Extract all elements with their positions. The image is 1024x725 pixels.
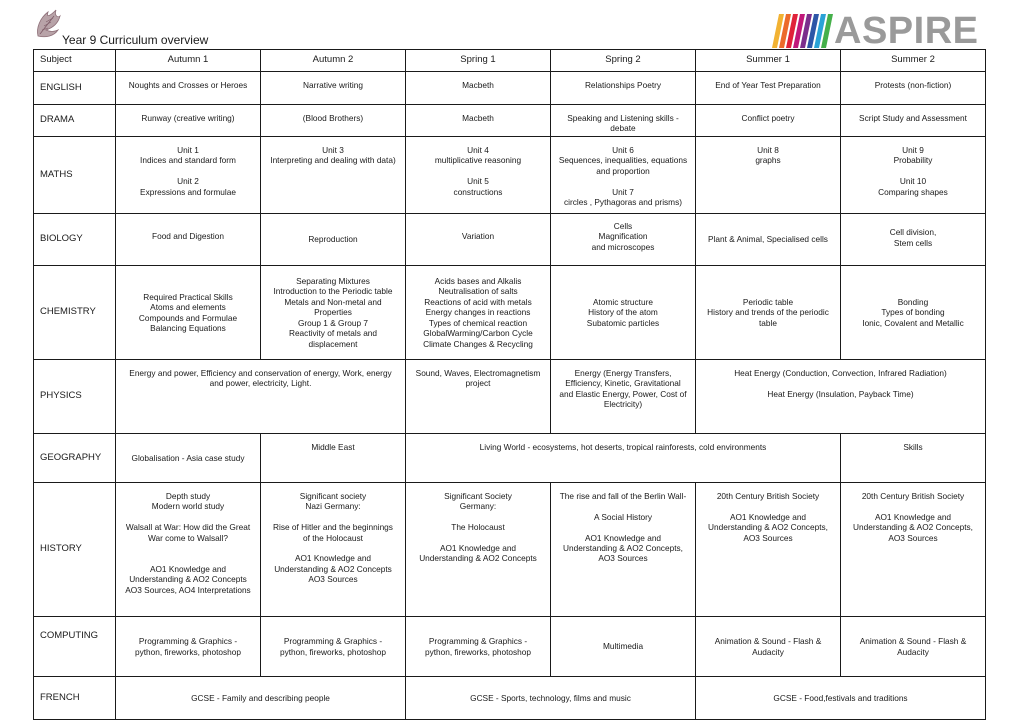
subject-maths: MATHS [34,137,116,214]
cell-french-spring: GCSE - Sports, technology, films and music [406,677,696,720]
page-title: Year 9 Curriculum overview [62,33,209,47]
curriculum-table [33,49,986,720]
row-physics [34,360,986,434]
cell-history-autumn-1: Depth study Modern world study Walsall at War: How did the Great War come to Walsall? AO1 Knowledge and Understanding & AO2 Concepts AO3 Sources, AO4 Interpretations [116,483,261,617]
row-geography [34,434,986,483]
cell-french-summer: GCSE - Food,festivals and traditions [696,677,986,720]
cell-geography-summer-2: Skills [841,434,986,483]
cell-chemistry-summer-2: Bonding Types of bonding Ionic, Covalent and Metallic [841,266,986,360]
cell-geography-autumn-2: Middle East [261,434,406,483]
cell-chemistry-autumn-2: Separating Mixtures Introduction to the Periodic table Metals and Non-metal and Properties Group 1 & Group 7 Reactivity of metals and displacement [261,266,406,360]
cell-biology-autumn-1: Food and Digestion [116,214,261,266]
cell-maths-autumn-2: Unit 3 Interpreting and dealing with data) [261,137,406,214]
subject-geography: GEOGRAPHY [34,434,116,483]
row-biology [34,214,986,266]
cell-computing-autumn-1: Programming & Graphics - python, fireworks, photoshop [116,617,261,677]
cell-chemistry-autumn-1: Required Practical Skills Atoms and elements Compounds and Formulae Balancing Equations [116,266,261,360]
subject-biology: BIOLOGY [34,214,116,266]
cell-maths-spring-2: Unit 6 Sequences, inequalities, equations and proportion Unit 7 circles , Pythagoras and prisms) [551,137,696,214]
cell-biology-spring-1: Variation [406,214,551,266]
subject-french: FRENCH [34,677,116,720]
cell-biology-summer-1: Plant & Animal, Specialised cells [696,214,841,266]
cell-drama-spring-2: Speaking and Listening skills - debate [551,105,696,137]
row-french [34,677,986,720]
cell-history-autumn-2: Significant society Nazi Germany: Rise of Hitler and the beginnings of the Holocaust AO1 Knowledge and Understanding & AO2 Concepts AO3 Sources [261,483,406,617]
cell-drama-autumn-1: Runway (creative writing) [116,105,261,137]
cell-chemistry-summer-1: Periodic table History and trends of the periodic table [696,266,841,360]
row-computing [34,617,986,677]
cell-history-spring-1: Significant Society Germany: The Holocaust AO1 Knowledge and Understanding & AO2 Concepts [406,483,551,617]
column-header-autumn-1: Autumn 1 [116,50,261,72]
cell-drama-summer-2: Script Study and Assessment [841,105,986,137]
cell-biology-autumn-2: Reproduction [261,214,406,266]
subject-history: HISTORY [34,483,116,617]
row-drama [34,105,986,137]
header [0,0,1024,52]
cell-chemistry-spring-2: Atomic structure History of the atom Subatomic particles [551,266,696,360]
cell-french-autumn: GCSE - Family and describing people [116,677,406,720]
cell-english-spring-2: Relationships Poetry [551,72,696,105]
row-english [34,72,986,105]
cell-physics-spring-1: Sound, Waves, Electromagnetism project [406,360,551,434]
cell-english-autumn-1: Noughts and Crosses or Heroes [116,72,261,105]
cell-biology-spring-2: Cells Magnification and microscopes [551,214,696,266]
cell-maths-summer-1: Unit 8 graphs [696,137,841,214]
logo-stripes-icon [772,14,834,48]
logo-text: ASPIRE [834,10,979,52]
cell-history-summer-2: 20th Century British Society AO1 Knowledge and Understanding & AO2 Concepts, AO3 Sources [841,483,986,617]
cell-computing-summer-1: Animation & Sound - Flash & Audacity [696,617,841,677]
column-header-spring-2: Spring 2 [551,50,696,72]
cell-english-summer-1: End of Year Test Preparation [696,72,841,105]
cell-maths-spring-1: Unit 4 multiplicative reasoning Unit 5 constructions [406,137,551,214]
cell-drama-autumn-2: (Blood Brothers) [261,105,406,137]
subject-drama: DRAMA [34,105,116,137]
cell-physics-autumn: Energy and power, Efficiency and conservation of energy, Work, energy and power, electricity, Light. [116,360,406,434]
subject-english: ENGLISH [34,72,116,105]
column-header-spring-1: Spring 1 [406,50,551,72]
cell-physics-summer: Heat Energy (Conduction, Convection, Infrared Radiation) Heat Energy (Insulation, Payback Time) [696,360,986,434]
cell-computing-autumn-2: Programming & Graphics - python, fireworks, photoshop [261,617,406,677]
school-crest-icon [32,6,64,42]
cell-maths-autumn-1: Unit 1 Indices and standard form Unit 2 Expressions and formulae [116,137,261,214]
cell-computing-summer-2: Animation & Sound - Flash & Audacity [841,617,986,677]
cell-chemistry-spring-1: Acids bases and Alkalis Neutralisation of salts Reactions of acid with metals Energy changes in reactions Types of chemical reaction GlobalWarming/Carbon Cycle Climate Changes & Recycling [406,266,551,360]
cell-computing-spring-1: Programming & Graphics - python, fireworks, photoshop [406,617,551,677]
subject-chemistry: CHEMISTRY [34,266,116,360]
aspire-logo [772,10,988,52]
column-header-summer-2: Summer 2 [841,50,986,72]
subject-physics: PHYSICS [34,360,116,434]
column-header-autumn-2: Autumn 2 [261,50,406,72]
cell-geography-autumn-1: Globalisation - Asia case study [116,434,261,483]
cell-maths-summer-2: Unit 9 Probability Unit 10 Comparing shapes [841,137,986,214]
subject-computing: COMPUTING [34,617,116,677]
row-maths [34,137,986,214]
cell-history-summer-1: 20th Century British Society AO1 Knowledge and Understanding & AO2 Concepts, AO3 Sources [696,483,841,617]
cell-physics-spring-2: Energy (Energy Transfers, Efficiency, Kinetic, Gravitational and Elastic Energy, Power, Cost of Electricity) [551,360,696,434]
cell-biology-summer-2: Cell division, Stem cells [841,214,986,266]
cell-english-autumn-2: Narrative writing [261,72,406,105]
column-header-summer-1: Summer 1 [696,50,841,72]
row-chemistry [34,266,986,360]
row-history [34,483,986,617]
cell-english-summer-2: Protests (non-fiction) [841,72,986,105]
cell-drama-summer-1: Conflict poetry [696,105,841,137]
header-row [34,50,986,72]
cell-geography-spring-summer-1: Living World - ecosystems, hot deserts, tropical rainforests, cold environments [406,434,841,483]
cell-history-spring-2: The rise and fall of the Berlin Wall- A Social History AO1 Knowledge and Understanding & AO2 Concepts, AO3 Sources [551,483,696,617]
cell-english-spring-1: Macbeth [406,72,551,105]
cell-drama-spring-1: Macbeth [406,105,551,137]
column-header-subject: Subject [34,50,116,72]
cell-computing-spring-2: Multimedia [551,617,696,677]
